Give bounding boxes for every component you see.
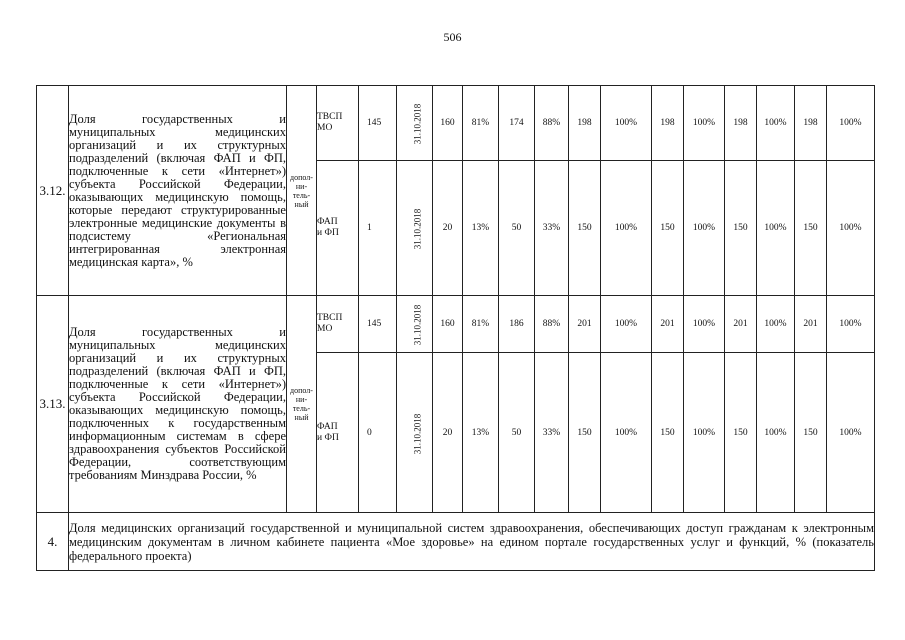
target-value: 150	[569, 161, 601, 296]
target-value: 100%	[684, 86, 725, 161]
base-date-cell	[397, 161, 433, 296]
row-number: 3.13.	[37, 296, 69, 513]
target-value: 100%	[601, 161, 652, 296]
target-value: 13%	[463, 161, 499, 296]
target-value: 160	[433, 86, 463, 161]
base-date: 31.10.2018	[412, 304, 423, 346]
indicators-table	[36, 85, 875, 571]
target-value: 150	[725, 161, 757, 296]
target-value: 100%	[827, 161, 875, 296]
table-row	[37, 296, 875, 353]
target-value: 150	[652, 353, 684, 513]
target-value: 100%	[757, 86, 795, 161]
target-value: 100%	[684, 296, 725, 353]
target-value: 100%	[827, 353, 875, 513]
target-value: 174	[499, 86, 535, 161]
target-value: 81%	[463, 86, 499, 161]
base-date-cell	[397, 353, 433, 513]
target-value: 20	[433, 161, 463, 296]
group-label: ФАП и ФП	[317, 353, 359, 513]
target-value: 198	[569, 86, 601, 161]
target-value: 201	[652, 296, 684, 353]
indicator-description: Доля медицинских организаций государственной и муниципальной систем здравоохранения, обеспечивающих доступ гражданам к электронным медицинским документам в личном кабинете пациента «Мое здоровье» на едином портале государственных услуг и функций, % (показатель федерального проекта)	[69, 513, 875, 571]
target-value: 201	[569, 296, 601, 353]
page-number: 506	[443, 30, 462, 44]
base-date: 31.10.2018	[412, 413, 423, 454]
target-value: 100%	[827, 86, 875, 161]
target-value: 150	[795, 161, 827, 296]
target-value: 50	[499, 161, 535, 296]
target-value: 100%	[757, 296, 795, 353]
base-value: 145	[359, 296, 397, 353]
target-value: 100%	[757, 161, 795, 296]
target-value: 150	[795, 353, 827, 513]
target-value: 198	[725, 86, 757, 161]
base-date: 31.10.2018	[412, 103, 423, 145]
indicator-description: Доля государственных и муниципальных медицинских организаций и их структурных подразделений (включая ФАП и ФП, подключенные к сети «Интернет») субъекта Российской Федерации, оказывающих медицинскую помощь, которые передают структурированные электронные медицинские документы в подсистему «Региональная интегрированная электронная медицинская карта», %	[69, 86, 287, 296]
target-value: 81%	[463, 296, 499, 353]
group-label: ФАП и ФП	[317, 161, 359, 296]
indicator-type: допол- ни- тель- ный	[287, 296, 317, 513]
target-value: 33%	[535, 161, 569, 296]
base-value: 0	[359, 353, 397, 513]
base-date-cell	[397, 86, 433, 161]
target-value: 88%	[535, 86, 569, 161]
indicator-type: допол- ни- тель- ный	[287, 86, 317, 296]
target-value: 201	[725, 296, 757, 353]
base-value: 1	[359, 161, 397, 296]
target-value: 33%	[535, 353, 569, 513]
target-value: 100%	[601, 296, 652, 353]
target-value: 201	[795, 296, 827, 353]
target-value: 198	[795, 86, 827, 161]
target-value: 100%	[684, 353, 725, 513]
base-value: 145	[359, 86, 397, 161]
target-value: 160	[433, 296, 463, 353]
group-label: ТВСП МО	[317, 86, 359, 161]
table-row	[37, 513, 875, 571]
target-value: 100%	[827, 296, 875, 353]
target-value: 150	[652, 161, 684, 296]
target-value: 198	[652, 86, 684, 161]
target-value: 20	[433, 353, 463, 513]
target-value: 186	[499, 296, 535, 353]
target-value: 100%	[601, 86, 652, 161]
target-value: 100%	[684, 161, 725, 296]
indicator-description: Доля государственных и муниципальных медицинских организаций и их структурных подразделений (включая ФАП и ФП, подключенные к сети «Интернет») субъекта Российской Федерации, оказывающих медицинскую помощь, подключенных к государственным информационным системам в сфере здравоохранения субъектов Российской Федерации, соответствующим требованиям Минздрава России, %	[69, 296, 287, 513]
row-number: 4.	[37, 513, 69, 571]
target-value: 150	[725, 353, 757, 513]
base-date-cell	[397, 296, 433, 353]
base-date: 31.10.2018	[412, 208, 423, 250]
table-row	[37, 86, 875, 161]
target-value: 150	[569, 353, 601, 513]
target-value: 13%	[463, 353, 499, 513]
group-label: ТВСП МО	[317, 296, 359, 353]
target-value: 50	[499, 353, 535, 513]
row-number: 3.12.	[37, 86, 69, 296]
target-value: 100%	[757, 353, 795, 513]
target-value: 100%	[601, 353, 652, 513]
target-value: 88%	[535, 296, 569, 353]
